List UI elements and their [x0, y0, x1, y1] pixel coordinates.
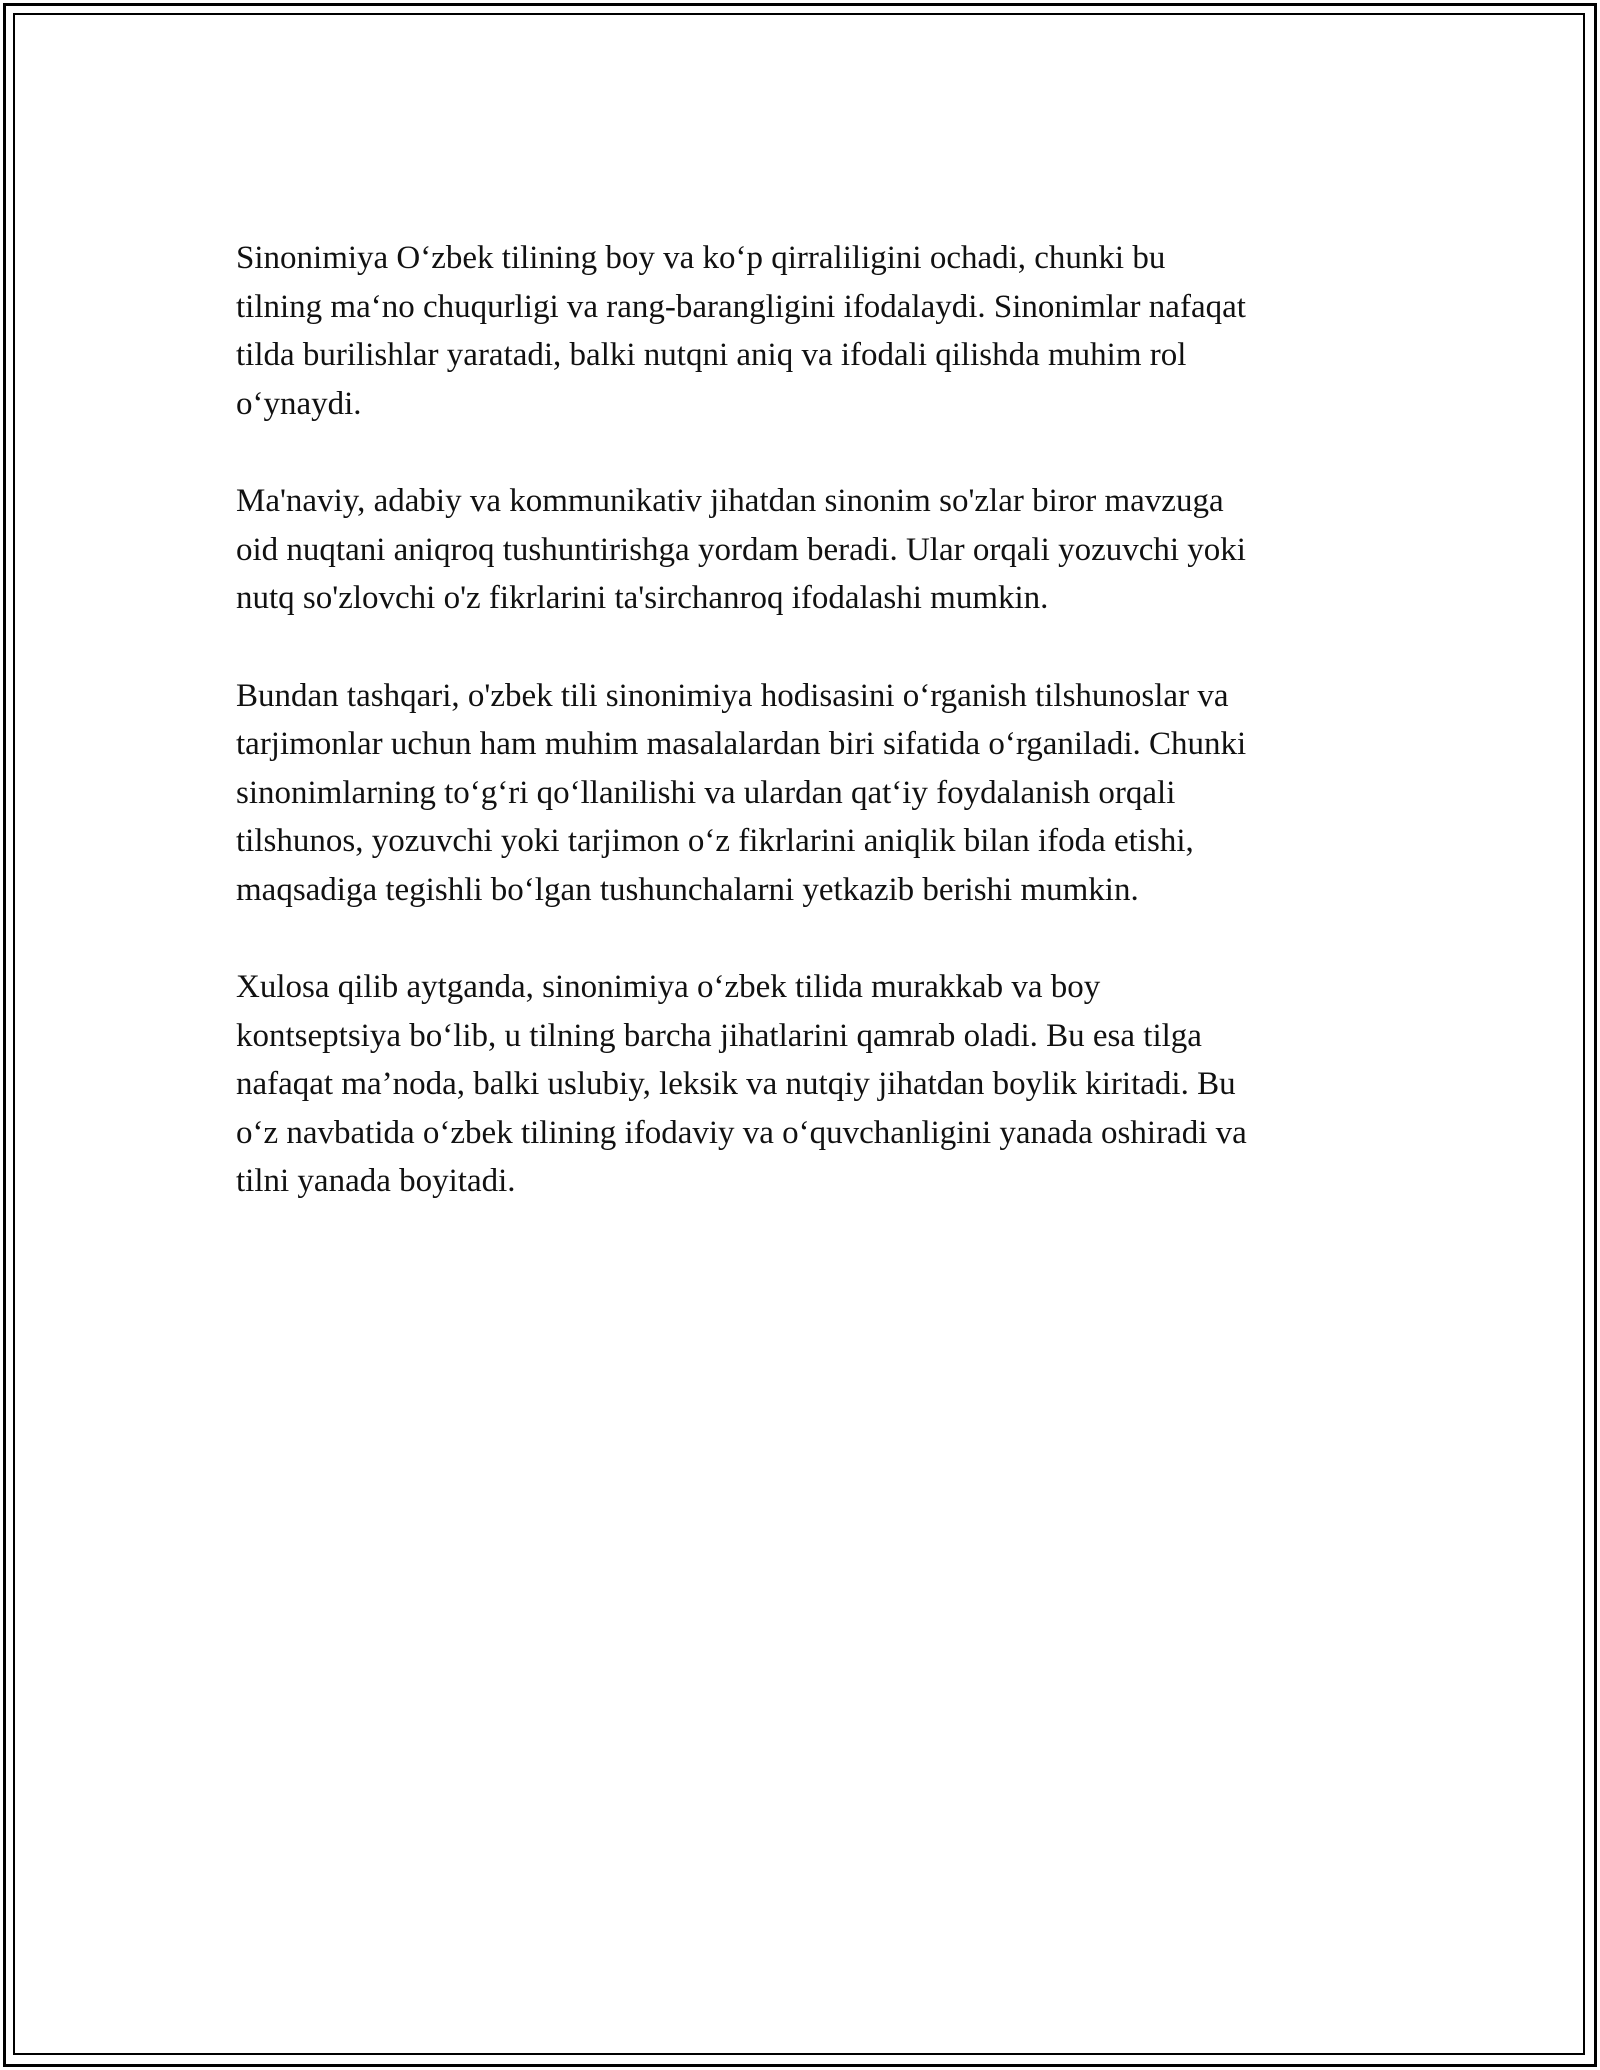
paragraph-1: Sinonimiya O‘zbek tilining boy va ko‘p qirraliligini ochadi, chunki bu tilning ma‘no chuqurligi va rang-barangligini ifodalaydi. Sinonimlar nafaqat tilda burilishlar yaratadi, balki nutqni aniq va ifodali qilishda muhim rol o‘ynaydi. — [236, 240, 1246, 422]
paragraph-2: Ma'naviy, adabiy va kommunikativ jihatdan sinonim so'zlar biror mavzuga oid nuqtani aniqroq tushuntirishga yordam beradi. Ular orqali yozuvchi yoki nutq so'zlovchi o'z fikrlarini ta'sirchanroq ifodalashi mumkin. — [236, 483, 1246, 616]
paragraph-3: Bundan tashqari, o'zbek tili sinonimiya hodisasini o‘rganish tilshunoslar va tarjimonlar uchun ham muhim masalalardan biri sifatida o‘rganiladi. Chunki sinonimlarning to‘g‘ri qo‘llanilishi va ulardan qat‘iy foydalanish orqali tilshunos, yozuvchi yoki tarjimon o‘z fikrlarini aniqlik bilan ifoda etishi, maqsadiga tegishli bo‘lgan tushunchalarni yetkazib berishi mumkin. — [236, 677, 1247, 908]
document-body — [236, 234, 1386, 1255]
paragraph-4: Xulosa qilib aytganda, sinonimiya o‘zbek tilida murakkab va boy kontseptsiya bo‘lib, u tilning barcha jihatlarini qamrab oladi. Bu esa tilga nafaqat ma’noda, balki uslubiy, leksik va nutqiy jihatdan boylik kiritadi. Bu o‘z navbatida o‘zbek tilining ifodaviy va o‘quvchanligini yanada oshiradi va tilni yanada boyitadi. — [236, 969, 1247, 1199]
